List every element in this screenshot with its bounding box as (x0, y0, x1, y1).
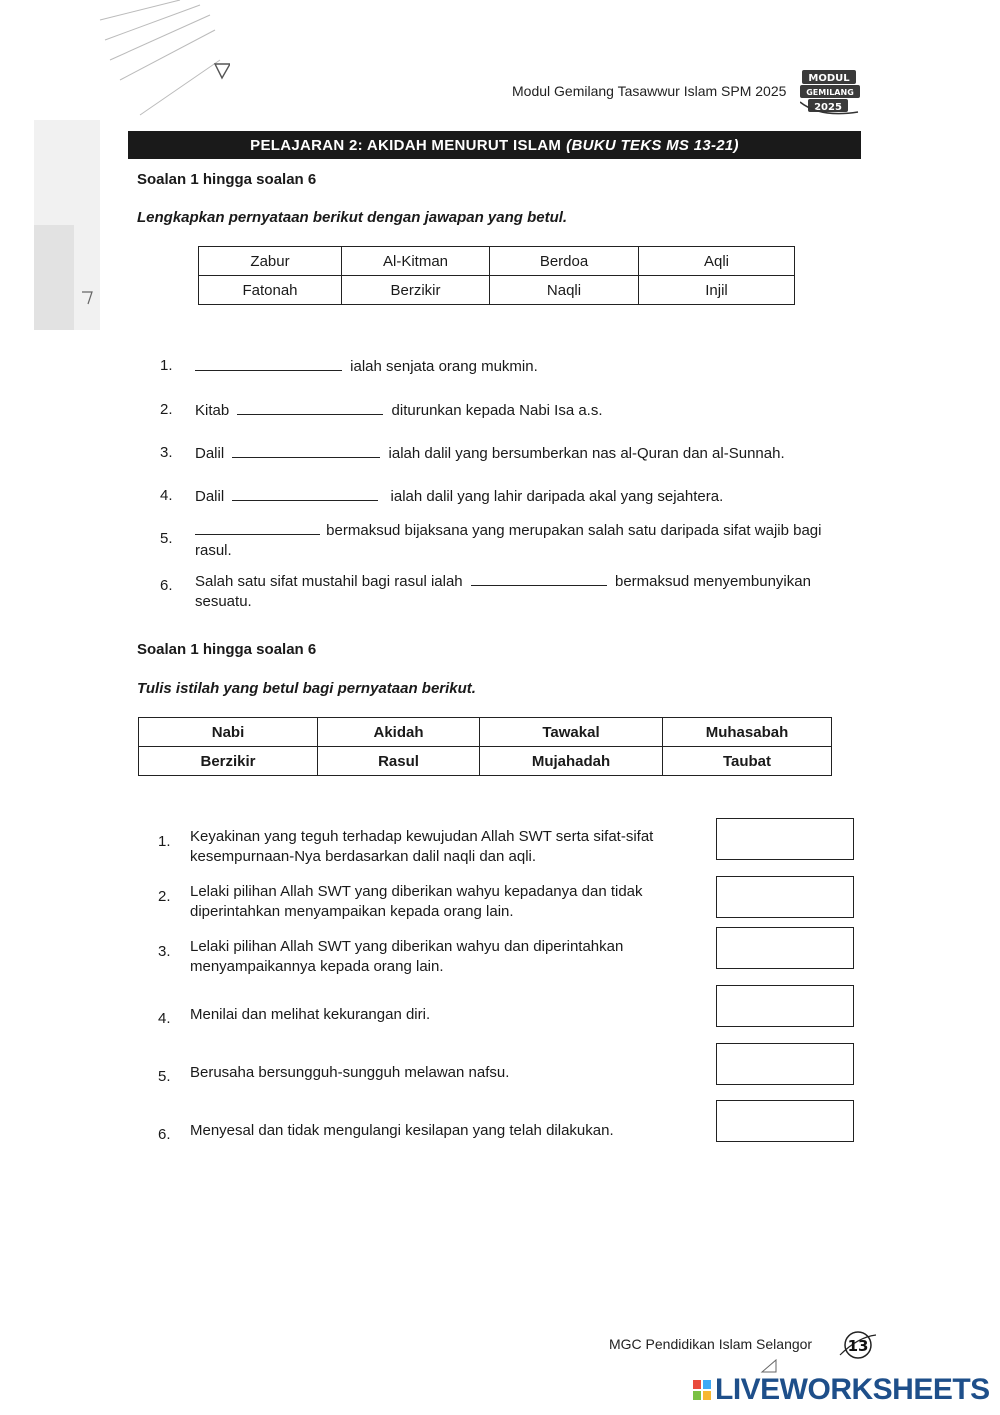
section2-instruction: Tulis istilah yang betul bagi pernyataan berikut. (137, 680, 476, 697)
question-number: 1. (158, 833, 171, 850)
liveworksheets-logo-icon (693, 1378, 713, 1402)
term-question-4: Menilai dan melihat kekurangan diri. (190, 1006, 431, 1023)
word-cell: Akidah (318, 718, 480, 747)
word-cell: Tawakal (480, 718, 663, 747)
table-row (139, 747, 832, 776)
answer-box[interactable] (716, 818, 854, 860)
section2-word-table (138, 717, 832, 776)
page-number-badge (838, 1327, 878, 1363)
question-number: 4. (158, 1010, 171, 1027)
answer-box[interactable] (716, 927, 854, 969)
answer-blank[interactable] (471, 571, 607, 586)
answer-blank[interactable] (195, 520, 320, 535)
question-number: 4. (160, 487, 173, 504)
module-logo (800, 68, 862, 116)
question-number: 2. (160, 401, 173, 418)
fill-question-5: bermaksud bijaksana yang merupakan salah satu daripada sifat wajib bagi rasul. (195, 522, 822, 559)
word-cell: Mujahadah (480, 747, 663, 776)
module-title: Modul Gemilang Tasawwur Islam SPM 2025 (512, 83, 787, 99)
question-number: 2. (158, 888, 171, 905)
fill-question-2: Kitab diturunkan kepada Nabi Isa a.s. (195, 402, 603, 419)
word-cell: Nabi (139, 718, 318, 747)
footer-publisher: MGC Pendidikan Islam Selangor (609, 1336, 813, 1352)
question-number: 1. (160, 357, 173, 374)
word-cell: Berzikir (139, 747, 318, 776)
brand-text: LIVEWORKSHEETS (715, 1373, 990, 1406)
question-number: 6. (160, 577, 173, 594)
word-cell: Injil (639, 276, 795, 305)
word-cell: Muhasabah (663, 718, 832, 747)
textbook-reference: (BUKU TEKS MS 13-21) (566, 136, 739, 154)
term-question-2: Lelaki pilihan Allah SWT yang diberikan wahyu kepadanya dan tidak diperintahkan menyampaikan kepada orang lain. (190, 883, 643, 920)
svg-text:MODUL: MODUL (808, 73, 850, 84)
fill-question-3: Dalil ialah dalil yang bersumberkan nas al-Quran dan al-Sunnah. (195, 445, 785, 462)
question-number: 6. (158, 1126, 171, 1143)
word-cell: Al-Kitman (342, 247, 490, 276)
answer-box[interactable] (716, 985, 854, 1027)
word-cell: Aqli (639, 247, 795, 276)
fill-question-1: ialah senjata orang mukmin. (195, 356, 538, 377)
answer-blank[interactable] (232, 486, 378, 501)
liveworksheets-brand (693, 1373, 990, 1407)
word-cell: Berdoa (490, 247, 639, 276)
term-question-6: Menyesal dan tidak mengulangi kesilapan yang telah dilakukan. (190, 1122, 614, 1139)
table-row (199, 247, 795, 276)
lesson-banner (128, 131, 861, 159)
word-cell: Naqli (490, 276, 639, 305)
question-number: 3. (160, 444, 173, 461)
word-cell: Zabur (199, 247, 342, 276)
answer-blank[interactable] (237, 400, 383, 415)
page-number: 13 (847, 1337, 869, 1355)
answer-box[interactable] (716, 1100, 854, 1142)
answer-blank[interactable] (195, 356, 342, 371)
word-cell: Fatonah (199, 276, 342, 305)
word-cell: Rasul (318, 747, 480, 776)
section1-instruction: Lengkapkan pernyataan berikut dengan jawapan yang betul. (137, 209, 568, 226)
section2-title: Soalan 1 hingga soalan 6 (137, 641, 317, 658)
term-question-1: Keyakinan yang teguh terhadap kewujudan Allah SWT serta sifat-sifat kesempurnaan-Nya berdasarkan dalil naqli dan aqli. (190, 828, 654, 865)
answer-box[interactable] (716, 876, 854, 918)
decorative-triangle-icon (760, 1358, 780, 1374)
question-number: 3. (158, 943, 171, 960)
question-number: 5. (160, 530, 173, 547)
word-cell: Taubat (663, 747, 832, 776)
fill-question-4: Dalil ialah dalil yang lahir daripada akal yang sejahtera. (195, 488, 724, 505)
answer-blank[interactable] (232, 443, 380, 458)
term-question-5: Berusaha bersungguh-sungguh melawan nafsu. (190, 1064, 510, 1081)
table-row (139, 718, 832, 747)
fill-question-6: Salah satu sifat mustahil bagi rasul ialah bermaksud menyembunyikan sesuatu. (195, 573, 811, 610)
question-number: 5. (158, 1068, 171, 1085)
section1-title: Soalan 1 hingga soalan 6 (137, 171, 317, 188)
lesson-title: PELAJARAN 2: AKIDAH MENURUT ISLAM (250, 136, 562, 154)
svg-text:GEMILANG: GEMILANG (806, 88, 854, 97)
term-question-3: Lelaki pilihan Allah SWT yang diberikan wahyu dan diperintahkan menyampaikannya kepada orang lain. (190, 938, 624, 975)
word-cell: Berzikir (342, 276, 490, 305)
svg-text:2025: 2025 (814, 102, 842, 113)
answer-box[interactable] (716, 1043, 854, 1085)
table-row (199, 276, 795, 305)
section1-word-table (198, 246, 795, 305)
